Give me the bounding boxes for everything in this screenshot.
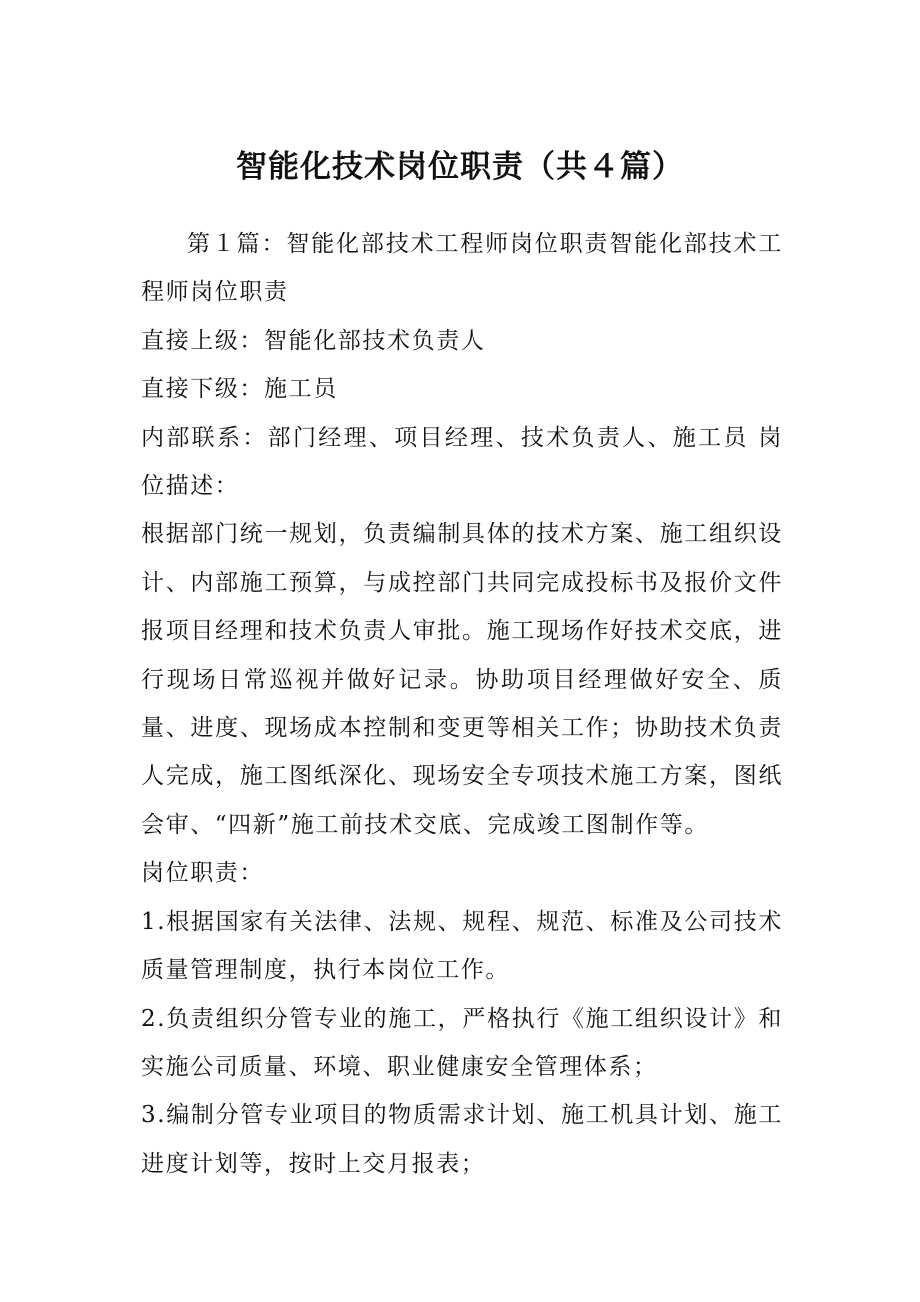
- responsibility-item-2: 2.负责组织分管专业的施工，严格执行《施工组织设计》和实施公司质量、环境、职业健康安全管理体系；: [141, 1005, 783, 1080]
- responsibilities-heading: 岗位职责：: [141, 860, 264, 887]
- document-body: [141, 220, 783, 1188]
- direct-subordinate-line: 直接下级：施工员: [141, 376, 338, 403]
- internal-contacts-line: 内部联系：部门经理、项目经理、技术负责人、施工员 岗位描述：: [141, 424, 783, 500]
- document-title: 智能化技术岗位职责（共４篇）: [236, 149, 684, 185]
- responsibility-item-3: 3.编制分管专业项目的物质需求计划、施工机具计划、施工进度计划等，按时上交月报表；: [141, 1102, 783, 1177]
- job-description-paragraph: 根据部门统一规划，负责编制具体的技术方案、施工组织设计、内部施工预算，与成控部门共同完成投标书及报价文件报项目经理和技术负责人审批。施工现场作好技术交底，进行现场日常巡视并做好记录。协助项目经理做好安全、质量、进度、现场成本控制和变更等相关工作；协助技术负责人完成，施工图纸深化、现场安全专项技术施工方案，图纸会审、“四新”施工前技术交底、完成竣工图制作等。: [141, 521, 783, 838]
- responsibility-item-1: 1.根据国家有关法律、法规、规程、规范、标准及公司技术质量管理制度，执行本岗位工作。: [141, 908, 783, 984]
- direct-superior-line: 直接上级：智能化部技术负责人: [141, 327, 486, 354]
- chapter-heading-paragraph: 第１篇：智能化部技术工程师岗位职责智能化部技术工程师岗位职责: [141, 231, 783, 306]
